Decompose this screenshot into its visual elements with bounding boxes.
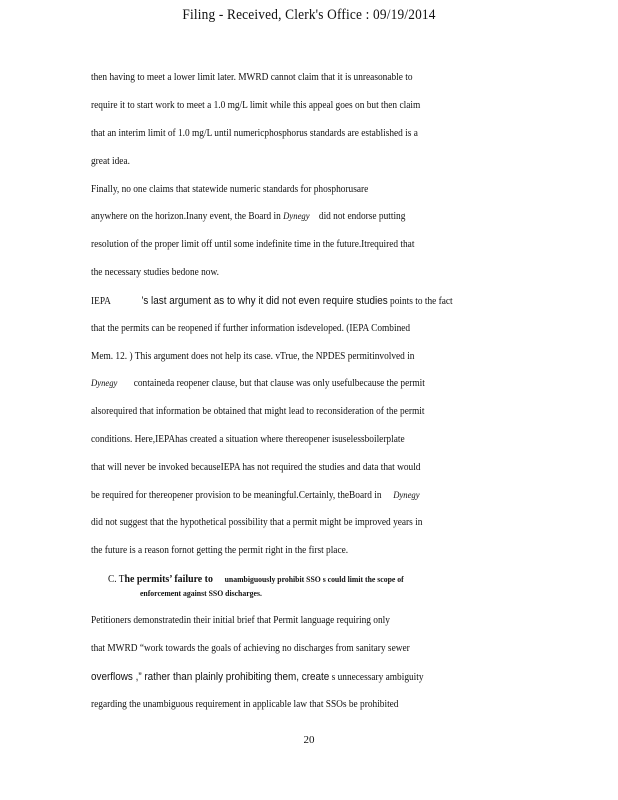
text-line: Petitioners demonstratedin their initial brief that Permit language requiring only — [91, 615, 390, 626]
text-line: that will never be invoked becauseIEPA has not required the studies and data that would — [91, 462, 421, 473]
filing-header: Filing - Received, Clerk's Office : 09/19/2014 — [182, 7, 436, 23]
text-line: regarding the unambiguous requirement in applicable law that SSOs be prohibited — [91, 699, 399, 710]
text-segment: anywhere on the horizon.Inany event, the Board in — [91, 211, 281, 222]
text-line: that an interim limit of 1.0 mg/L until numericphosphorus standards are established is a — [91, 128, 418, 139]
text-line: that the permits can be reopened if further information isdeveloped. (IEPA Combined — [91, 323, 411, 334]
text-line — [91, 671, 478, 683]
text-line: Finally, no one claims that statewide numeric standards for phosphorusare — [91, 184, 369, 195]
text-line: require it to start work to meet a 1.0 mg/L limit while this appeal goes on but then claim — [91, 100, 421, 111]
case-name-dynegy: Dynegy — [91, 378, 118, 389]
text-segment: points to the fact — [390, 296, 453, 307]
text-segment: be required for thereopener provision to be meaningful.Certainly, theBoard in — [91, 490, 382, 501]
section-heading-c — [108, 573, 495, 585]
page-number: 20 — [303, 734, 315, 746]
text-line: the necessary studies bedone now. — [91, 267, 219, 278]
text-line: conditions. Here,IEPAhas created a situation where thereopener isuselessboilerplate — [91, 434, 405, 445]
text-segment: s unnecessary ambiguity — [331, 672, 424, 683]
text-line — [91, 490, 478, 501]
heading-small: unambiguously prohibit SSO s could limit the scope of — [224, 574, 404, 584]
text-segment: containeda reopener clause, but that clause was only usefulbecause the permit — [133, 378, 425, 389]
text-line: alsorequired that information be obtained that might lead to reconsideration of the permit — [91, 406, 425, 417]
text-line — [91, 295, 478, 307]
case-name-dynegy: Dynegy — [393, 490, 420, 501]
text-line: that MWRD “work towards the goals of achieving no discharges from sanitary sewer — [91, 643, 410, 654]
text-segment: IEPA — [91, 296, 111, 307]
text-line — [91, 211, 478, 222]
text-segment: did not endorse putting — [318, 211, 406, 222]
text-line — [91, 378, 478, 389]
text-line: the future is a reason fornot getting the permit right in the first place. — [91, 545, 349, 556]
heading-small: enforcement against SSO discharges. — [140, 588, 262, 598]
text-line: great idea. — [91, 156, 130, 167]
text-segment-sans: overflows ,” rather than plainly prohibiting them, create — [91, 671, 330, 683]
case-name-dynegy: Dynegy — [283, 211, 310, 222]
text-segment-sans: ’s last argument as to why it did not even require studies — [141, 295, 388, 307]
heading-bold: he permits’ failure to — [124, 573, 213, 585]
text-line: resolution of the proper limit off until some indefinite time in the future.Itrequired that — [91, 239, 415, 250]
heading-letter: C. T — [108, 574, 125, 585]
text-line: did not suggest that the hypothetical possibility that a permit might be improved years in — [91, 517, 423, 528]
text-line: Mem. 12. ) This argument does not help its case. vTrue, the NPDES permitinvolved in — [91, 351, 415, 362]
section-heading-c-line2 — [140, 588, 527, 599]
text-line: then having to meet a lower limit later. MWRD cannot claim that it is unreasonable to — [91, 72, 413, 83]
